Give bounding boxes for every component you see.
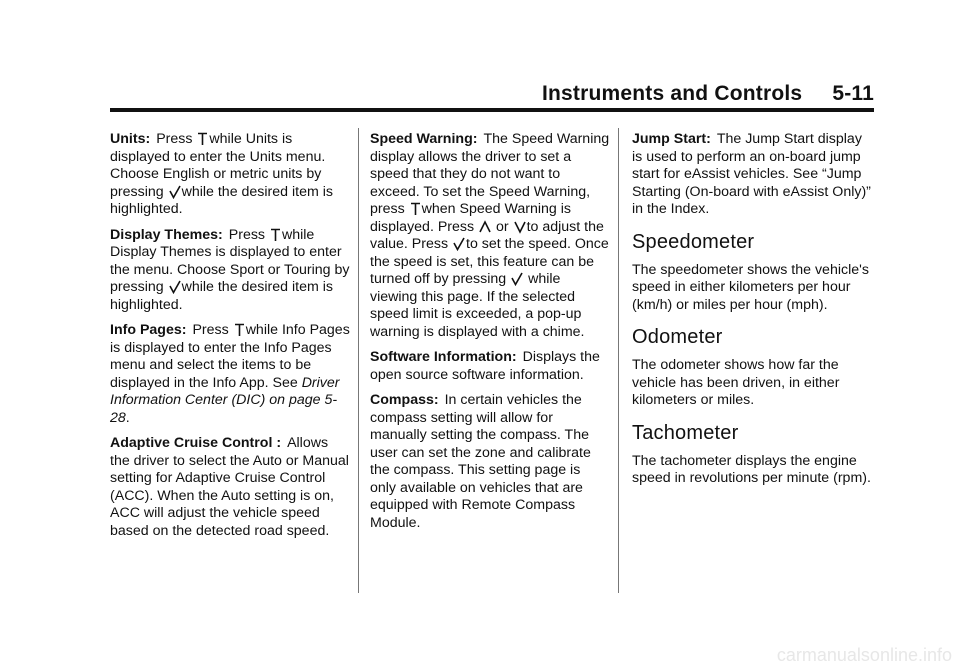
- info-pages-paragraph: Info Pages: Press while Info Pages is displayed to enter the Info Pages menu and select the items to be displayed in the Info App. See Driver Information Center (DIC) on page 5-28.: [110, 322, 350, 426]
- speed-warning-label: Speed Warning:: [370, 131, 478, 147]
- down-arrow-icon: [514, 220, 526, 234]
- display-themes-label: Display Themes:: [110, 226, 223, 243]
- section-title: Instruments and Controls: [541, 82, 803, 105]
- tachometer-heading: Tachometer: [632, 421, 739, 444]
- jump-start-paragraph: Jump Start: The Jump Start display is used to perform an on-board jump start for eAssist vehicles. See “Jump Starting (On-board with eAssist Only)” in the Index.: [632, 131, 871, 217]
- page-header: [542, 82, 874, 106]
- acc-paragraph: Adaptive Cruise Control : Allows the driver to select the Auto or Manual setting for Adaptive Cruise Control (ACC). When the Auto setting is on, ACC will adjust the vehicle speed based on the detected road speed.: [110, 435, 349, 539]
- column-2: [370, 131, 610, 540]
- tachometer-paragraph: The tachometer displays the engine speed in revolutions per minute (rpm).: [632, 452, 871, 486]
- t-select-icon: [234, 323, 245, 337]
- speed-warning-paragraph: Speed Warning: The Speed Warning display allows the driver to set a speed that they do not want to exceed. To set the Speed Warning, press when Speed Warning is displayed. Press or to adjust the value. Press to set the speed. Once the speed is set, this feature can be turned off by pressing while viewing this page. If the selected speed limit is exceeded, a pop-up warning is displayed with a chime.: [370, 131, 610, 340]
- t-select-icon: [197, 132, 208, 146]
- dic-cross-reference[interactable]: Driver Information Center (DIC) on page 5-28: [110, 374, 340, 426]
- column-1: [110, 131, 350, 548]
- units-paragraph: Units: Press while Units is displayed to enter the Units menu. Choose English or metric units by pressing while the desired item is highlighted.: [110, 131, 333, 217]
- info-pages-label: Info Pages:: [110, 322, 187, 338]
- checkmark-icon: [169, 185, 181, 199]
- t-select-icon: [410, 202, 421, 216]
- speedometer-paragraph: The speedometer shows the vehicle's speed in either kilometers per hour (km/h) or miles per hour (mph).: [632, 261, 869, 313]
- column-divider-1: [358, 128, 359, 593]
- checkmark-icon: [453, 237, 465, 251]
- header-rule: [110, 108, 874, 112]
- speedometer-heading: Speedometer: [632, 230, 755, 253]
- column-3: [632, 131, 872, 496]
- odometer-heading: Odometer: [632, 326, 723, 348]
- display-themes-paragraph: Display Themes: Press while Display Themes is displayed to enter the menu. Choose Sport or Touring by pressing while the desired item is highlighted.: [110, 226, 350, 313]
- compass-label: Compass:: [370, 392, 439, 408]
- compass-paragraph: Compass: In certain vehicles the compass setting will allow for manually setting the compass. The user can set the zone and calibrate the compass. This setting page is only available on vehicles that are equipped with Remote Compass Module.: [370, 392, 591, 531]
- up-arrow-icon: [479, 220, 491, 234]
- odometer-paragraph: The odometer shows how far the vehicle has been driven, in either kilometers or miles.: [632, 357, 840, 408]
- jump-start-label: Jump Start:: [632, 131, 711, 147]
- units-label: Units:: [110, 131, 151, 147]
- watermark: carmanualsonline.info: [776, 645, 952, 665]
- checkmark-icon: [169, 280, 181, 294]
- software-info-label: Software Information:: [370, 349, 517, 365]
- page-number: 5-11: [832, 82, 874, 105]
- software-info-paragraph: Software Information: Displays the open source software information.: [370, 349, 600, 383]
- t-select-icon: [270, 228, 281, 242]
- acc-label: Adaptive Cruise Control :: [110, 435, 282, 451]
- checkmark-icon: [511, 272, 523, 286]
- column-divider-2: [618, 128, 619, 593]
